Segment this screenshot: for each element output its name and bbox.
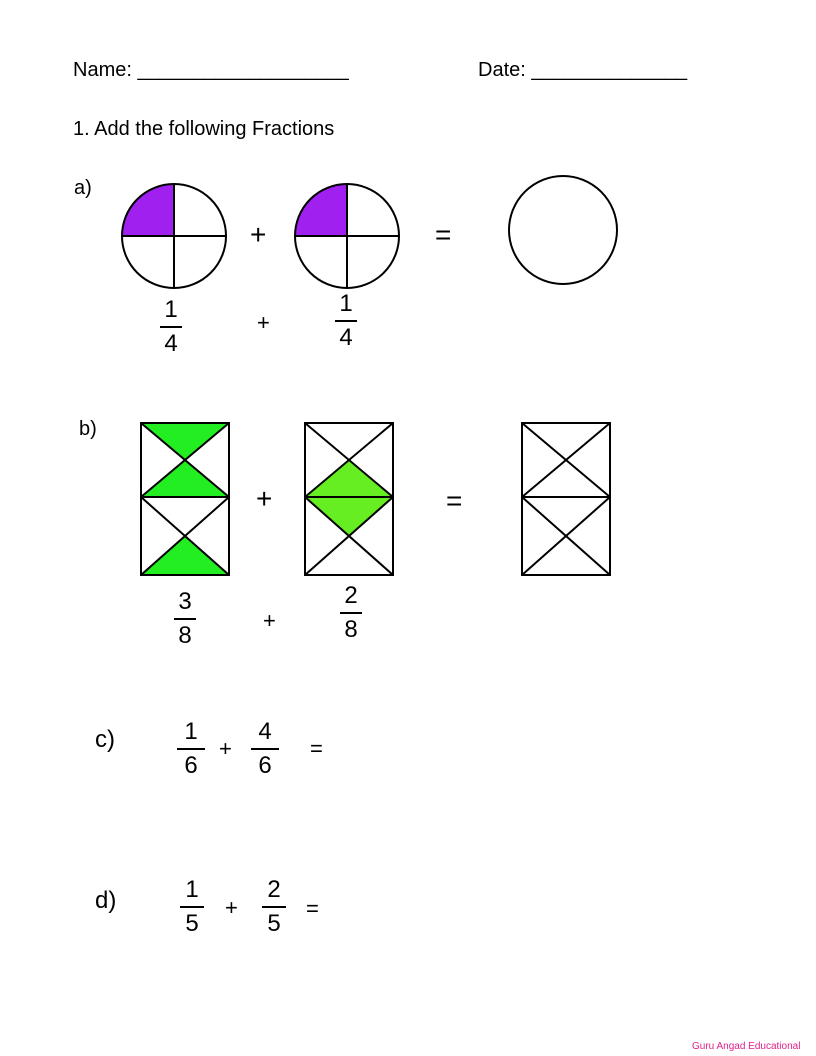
part-c-second-fraction: 4 6 — [251, 720, 279, 778]
footer-credit: Guru Angad Educational — [692, 1041, 801, 1052]
part-a-plus: + — [250, 219, 267, 250]
part-b-left-fraction: 3 8 — [174, 590, 196, 648]
part-d-label: d) — [95, 887, 117, 914]
part-b-answer-rectangle[interactable] — [522, 423, 610, 575]
part-a-caption-plus: + — [257, 310, 270, 335]
part-b-equals: = — [446, 485, 463, 516]
part-c-equals: = — [310, 736, 323, 761]
part-c-first-fraction: 1 6 — [177, 720, 205, 778]
name-field-label: Name: ___________________ — [73, 59, 349, 81]
part-b-right-shaded-lower — [305, 497, 393, 536]
part-d-equals: = — [306, 896, 319, 921]
date-field-label: Date: ______________ — [478, 59, 688, 81]
part-d-second-fraction: 2 5 — [262, 878, 286, 936]
part-b-caption-plus: + — [263, 608, 276, 633]
part-b-left-rectangle — [141, 423, 229, 575]
part-a-equals: = — [435, 219, 452, 250]
part-b-right-rectangle — [305, 423, 393, 575]
part-a-right-fraction: 1 4 — [335, 292, 357, 350]
part-d-first-fraction: 1 5 — [180, 878, 204, 936]
question-title: 1. Add the following Fractions — [73, 118, 335, 140]
part-a-label: a) — [74, 177, 92, 199]
part-d-plus: + — [225, 895, 238, 920]
part-a-left-fraction: 1 4 — [160, 298, 182, 356]
part-b-right-fraction: 2 8 — [340, 584, 362, 642]
part-c-plus: + — [219, 736, 232, 761]
part-c-label: c) — [95, 726, 115, 753]
part-b-label: b) — [79, 418, 97, 440]
part-b-plus: + — [256, 483, 273, 514]
part-b-left-shaded-upper-bottom — [141, 460, 229, 497]
part-b-left-shaded-top — [141, 423, 229, 460]
part-b-left-shaded-bottom — [141, 536, 229, 575]
part-b-right-shaded-upper — [305, 460, 393, 497]
